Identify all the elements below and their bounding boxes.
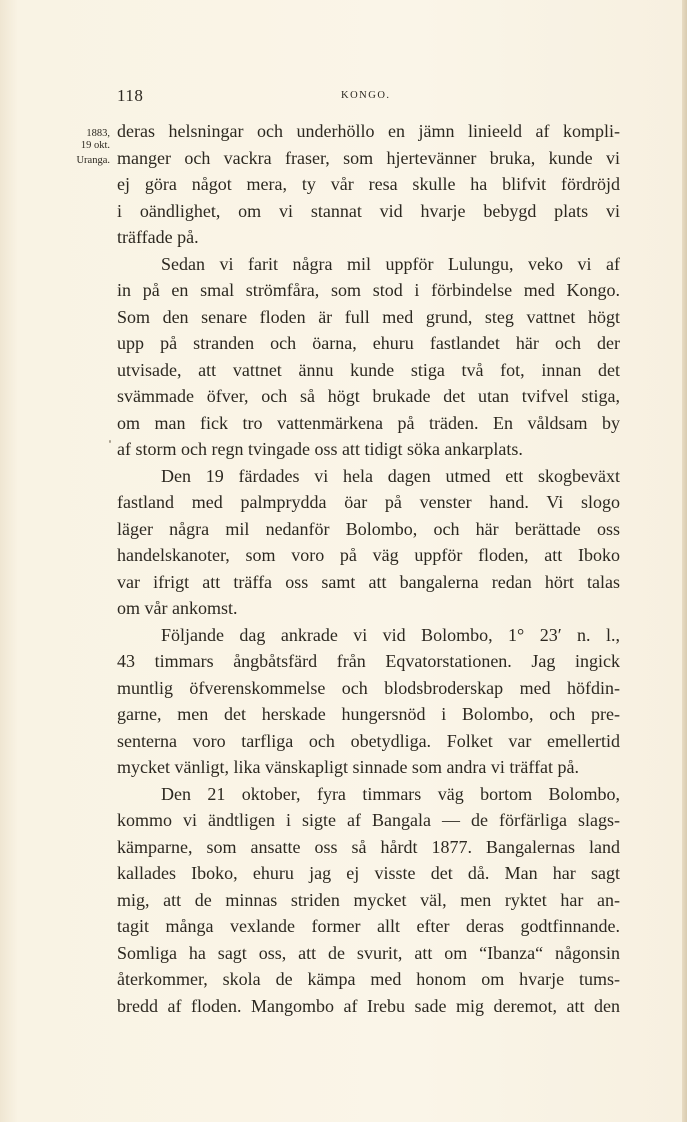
text-line: in på en smal strömfåra, som stod i förbindelse med Kongo. [117, 280, 620, 300]
text-line: kommo vi ändtligen i sigte af Bangala — de förfärliga slags- [117, 810, 620, 830]
page-edge [682, 0, 687, 1122]
text-line: träffade på. [117, 227, 199, 247]
text-line: om man fick tro vattenmärkena på träden. En våldsam by [117, 412, 620, 433]
margin-note-date: 19 okt. [80, 140, 110, 151]
text-line: mig, att de minnas striden mycket väl, men ryktet har an- [117, 889, 620, 910]
text-line: läger några mil nedanför Bolombo, och här berättade oss [117, 518, 620, 539]
text-line: mycket vänligt, lika vänskapligt sinnade som andra vi träffat på. [117, 757, 580, 777]
text-line: af storm och regn tvingade oss att tidigt söka ankarplats. [117, 439, 523, 459]
text-line: upp på stranden och öarna, ehuru fastlandet här och der [117, 333, 620, 353]
text-line: Den 19 färdades vi hela dagen utmed ett skogbeväxt [161, 465, 620, 486]
text-line: i oändlighet, om vi stannat vid hvarje bebygd plats vi [117, 200, 620, 221]
margin-note-place: Uranga. [76, 155, 110, 166]
text-line: ej göra något mera, ty vår resa skulle ha blifvit fördröjd [117, 174, 620, 194]
margin-note-year: 1883, [86, 128, 110, 139]
text-line: senterna voro tarfliga och obetydliga. Folket var emellertid [117, 730, 620, 751]
text-line: garne, men det herskade hungersnöd i Bolombo, och pre- [117, 704, 620, 724]
running-title: KONGO. [341, 90, 391, 101]
text-line: Den 21 oktober, fyra timmars väg bortom Bolombo, [161, 783, 620, 804]
text-line: tagit många vexlande former allt efter deras godtfinnande. [117, 916, 620, 936]
page-number: 118 [117, 86, 144, 105]
text-line: Sedan vi farit några mil uppför Lulungu, veko vi af [161, 253, 620, 274]
text-line: Somliga ha sagt oss, att de svurit, att om “Ibanza“ någonsin [117, 942, 620, 963]
page-header [117, 86, 617, 110]
text-line: manger och vackra fraser, som hjertevänner bruka, kunde vi [117, 147, 620, 168]
text-line: Som den senare floden är full med grund, steg vattnet högt [117, 306, 620, 327]
text-line: utvisade, att vattnet ännu kunde stiga två fot, innan det [117, 359, 620, 380]
text-line: deras helsningar och underhöllo en jämn linieeld af kompli- [117, 121, 620, 141]
text-line: återkommer, skola de kämpa med honom om hvarje tums- [117, 969, 620, 989]
body-text [117, 118, 620, 1019]
text-line: Följande dag ankrade vi vid Bolombo, 1° 23′ n. l., [161, 624, 620, 645]
text-line: svämmade öfver, och så högt brukade det utan tvifvel stiga, [117, 386, 620, 406]
text-line: kallades Iboko, ehuru jag ej visste det då. Man har sagt [117, 863, 620, 883]
text-line: fastland med palmprydda öar på venster hand. Vi slogo [117, 492, 620, 512]
paper-speck [109, 440, 111, 443]
text-line: om vår ankomst. [117, 598, 238, 618]
text-line: handelskanoter, som voro på väg uppför floden, att Iboko [117, 545, 620, 565]
text-line: bredd af floden. Mangombo af Irebu sade mig deremot, att den [117, 995, 620, 1016]
text-line: 43 timmars ångbåtsfärd från Eqvatorstationen. Jag ingick [117, 651, 620, 671]
text-line: var ifrigt att träffa oss samt att bangalerna redan hört talas [117, 571, 620, 592]
text-line: muntlig öfverenskommelse och blodsbroderskap med höfdin- [117, 677, 620, 698]
text-line: kämparne, som ansatte oss så hårdt 1877. Bangalernas land [117, 836, 620, 857]
